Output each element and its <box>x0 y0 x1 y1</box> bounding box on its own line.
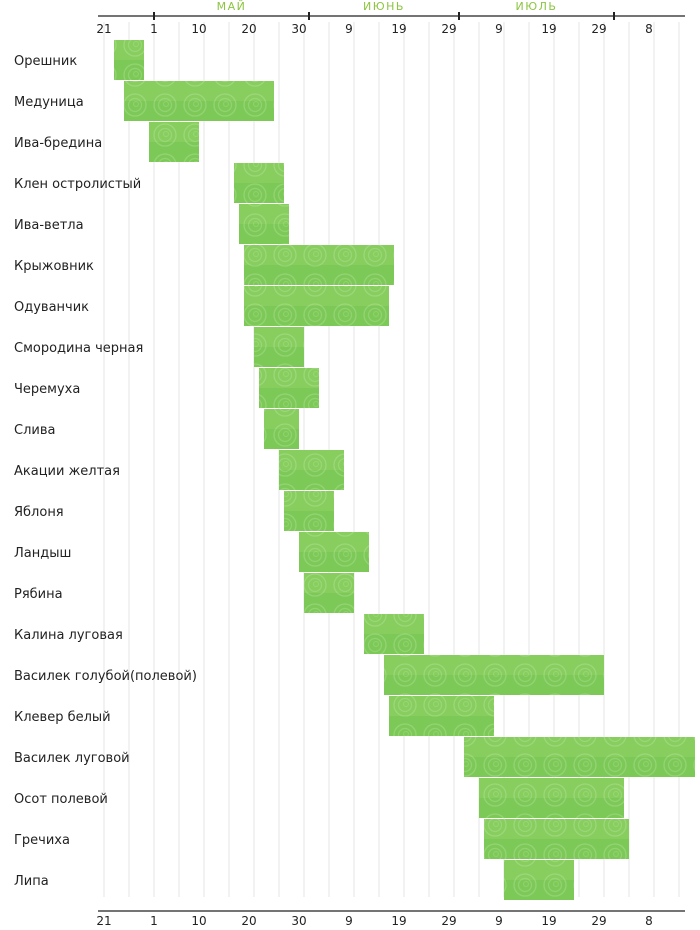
plant-labels <box>14 54 197 889</box>
bar-texture <box>479 778 624 818</box>
plant-label: Ландыш <box>14 546 72 561</box>
bar-texture <box>244 286 389 326</box>
plant-label: Акации желтая <box>14 464 120 479</box>
bar-3 <box>149 122 199 162</box>
bottom-tick-label: 20 <box>241 914 257 928</box>
bar-texture <box>259 368 319 408</box>
bottom-tick-label: 29 <box>441 914 457 928</box>
bar-5 <box>239 204 289 244</box>
plant-label: Клен остролистый <box>14 177 142 192</box>
plant-label: Василек луговой <box>14 751 130 766</box>
bar-texture <box>304 573 354 613</box>
plant-label: Осот полевой <box>14 792 108 807</box>
top-tick-label: 20 <box>241 22 257 36</box>
plant-label: Крыжовник <box>14 259 94 274</box>
top-tick-label: 19 <box>541 22 557 36</box>
bar-9 <box>259 368 319 408</box>
top-tick-label: 21 <box>96 22 112 36</box>
plant-label: Одуванчик <box>14 300 90 315</box>
bar-texture <box>279 450 344 490</box>
bar-2 <box>124 81 274 121</box>
bar-texture <box>264 409 299 449</box>
bar-texture <box>364 614 424 654</box>
bar-8 <box>254 327 304 367</box>
plant-label: Липа <box>14 874 49 889</box>
bar-texture <box>504 860 574 900</box>
plant-label: Калина луговая <box>14 628 123 643</box>
bottom-tick-label: 19 <box>541 914 557 928</box>
bar-texture <box>254 327 304 367</box>
plant-label: Слива <box>14 423 56 438</box>
bottom-tick-label: 19 <box>391 914 407 928</box>
top-tick-label: 10 <box>191 22 207 36</box>
plant-label: Черемуха <box>14 382 81 397</box>
bar-texture <box>384 655 604 695</box>
bottom-tick-label: 30 <box>291 914 307 928</box>
top-tick-label: 1 <box>150 22 158 36</box>
bar-1 <box>114 40 144 80</box>
bar-4 <box>234 163 284 203</box>
bar-texture <box>149 122 199 162</box>
bar-texture <box>114 40 144 80</box>
top-tick-label: 30 <box>291 22 307 36</box>
plant-label: Василек голубой(полевой) <box>14 669 197 684</box>
bar-7 <box>244 286 389 326</box>
month-label: ИЮЛЬ <box>515 0 558 13</box>
bottom-tick-label: 9 <box>495 914 503 928</box>
bar-6 <box>244 245 394 285</box>
bar-texture <box>464 737 695 777</box>
bar-20 <box>484 819 629 859</box>
bottom-tick-label: 8 <box>645 914 653 928</box>
bar-14 <box>304 573 354 613</box>
bar-12 <box>284 491 334 531</box>
bar-19 <box>479 778 624 818</box>
bottom-tick-label: 1 <box>150 914 158 928</box>
month-label: МАЙ <box>216 0 247 13</box>
bar-texture <box>239 204 289 244</box>
plant-label: Яблоня <box>14 505 64 520</box>
top-tick-label: 8 <box>645 22 653 36</box>
bar-texture <box>244 245 394 285</box>
plant-label: Смородина черная <box>14 341 144 356</box>
bar-texture <box>234 163 284 203</box>
bar-texture <box>389 696 494 736</box>
top-tick-label: 29 <box>441 22 457 36</box>
month-label: ИЮНЬ <box>363 0 405 13</box>
bottom-tick-label: 10 <box>191 914 207 928</box>
bar-texture <box>484 819 629 859</box>
bottom-tick-label: 21 <box>96 914 112 928</box>
plant-label: Гречиха <box>14 833 70 848</box>
bar-18 <box>464 737 695 777</box>
bar-texture <box>124 81 274 121</box>
top-tick-label: 9 <box>345 22 353 36</box>
plant-label: Орешник <box>14 54 78 69</box>
bar-13 <box>299 532 369 572</box>
bottom-tick-label: 9 <box>345 914 353 928</box>
plant-label: Медуница <box>14 95 84 110</box>
bar-17 <box>389 696 494 736</box>
plant-label: Ива-ветла <box>14 218 84 233</box>
top-tick-label: 9 <box>495 22 503 36</box>
bar-15 <box>364 614 424 654</box>
bar-21 <box>504 860 574 900</box>
bar-10 <box>264 409 299 449</box>
plant-label: Клевер белый <box>14 710 111 725</box>
bar-texture <box>284 491 334 531</box>
bar-16 <box>384 655 604 695</box>
bar-11 <box>279 450 344 490</box>
top-tick-label: 29 <box>591 22 607 36</box>
plant-label: Рябина <box>14 587 63 602</box>
plant-label: Ива-бредина <box>14 136 103 151</box>
top-tick-label: 19 <box>391 22 407 36</box>
bar-texture <box>299 532 369 572</box>
bottom-tick-label: 29 <box>591 914 607 928</box>
